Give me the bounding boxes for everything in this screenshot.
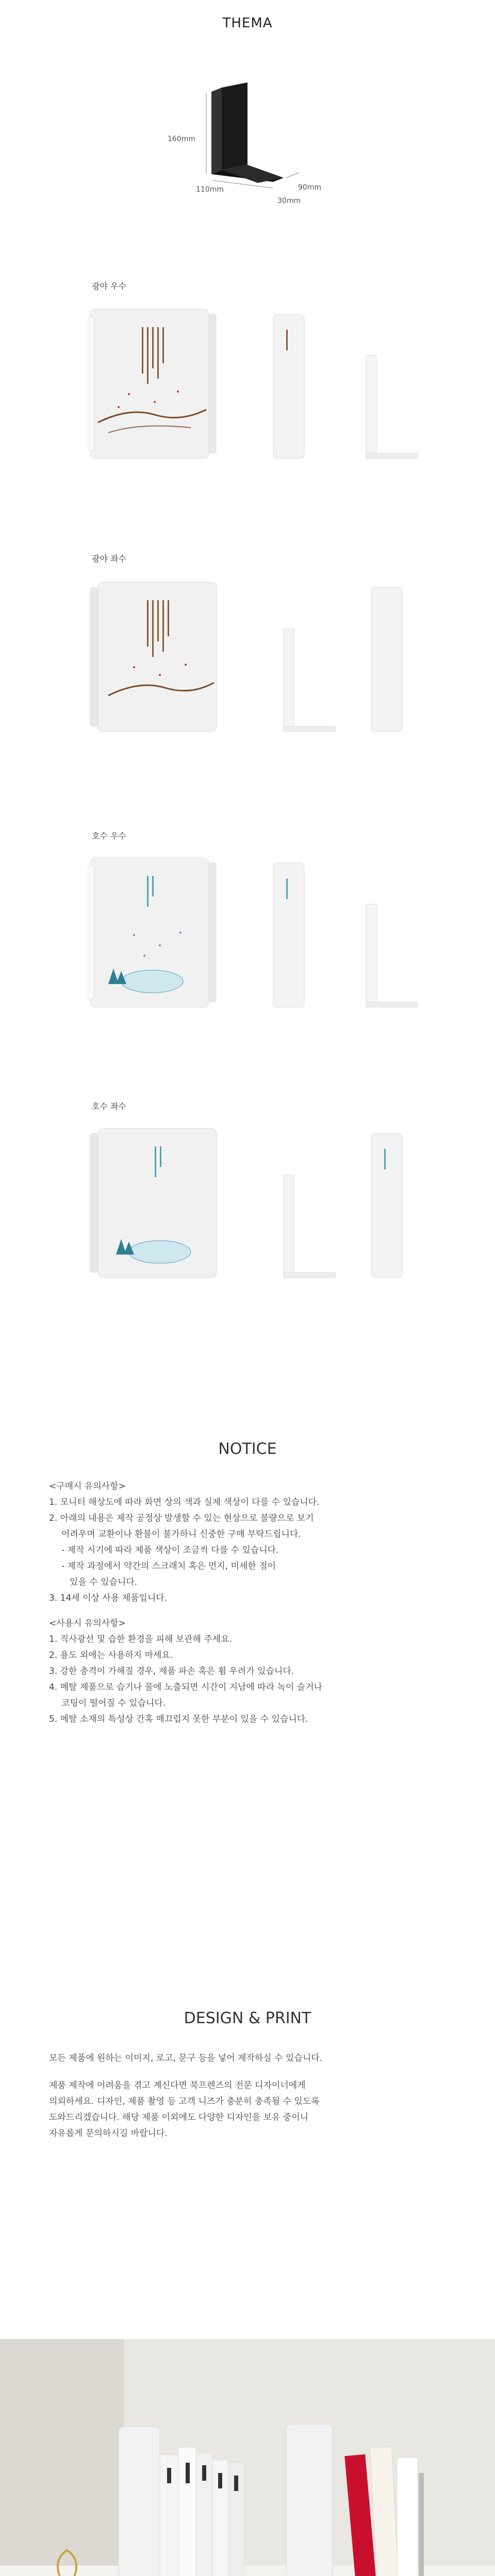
notice-text <box>49 1479 451 1727</box>
notice-line: 2. 아래의 내용은 제작 공정상 발생할 수 있는 현상으로 불량으로 보기 <box>49 1513 314 1523</box>
design-title: DESIGN & PRINT <box>184 2009 311 2027</box>
notice-line: <구매시 유의사항> <box>49 1481 126 1492</box>
notice-line: 3. 강한 충격이 가해질 경우, 제품 파손 혹은 휨 우려가 있습니다. <box>49 1666 294 1676</box>
notice-line: 5. 메탈 소재의 특성상 간혹 매끄럽지 못한 부분이 있을 수 있습니다. <box>49 1714 308 1724</box>
dim-height: 160mm <box>168 135 195 143</box>
variant-label-4: 호수 좌수 <box>92 1101 126 1111</box>
notice-title: NOTICE <box>218 1440 277 1458</box>
variant-1-front-image <box>88 304 222 464</box>
variant-label-1: 광야 우수 <box>92 281 126 291</box>
notice-line: 2. 용도 외에는 사용하지 마세요. <box>49 1650 173 1660</box>
notice-line: 3. 14세 이상 사용 제품입니다. <box>49 1593 168 1603</box>
notice-line: - 제작 과정에서 약간의 스크래치 혹은 먼지, 미세한 점이 <box>61 1561 276 1571</box>
variant-2-side-image <box>268 582 423 737</box>
notice-line: 1. 모니터 해상도에 따라 화면 상의 색과 실제 색상이 다를 수 있습니다. <box>49 1497 320 1507</box>
variant-label-3: 호수 우수 <box>92 831 126 841</box>
bookend-dimension-diagram <box>186 77 320 196</box>
design-line: 자유롭게 문의하시길 바랍니다. <box>49 2128 168 2139</box>
variant-2-front-image <box>88 577 222 737</box>
design-line: 모든 제품에 원하는 이미지, 로고, 문구 등을 넣어 제작하실 수 있습니다. <box>49 2053 323 2063</box>
variant-4-side-image <box>268 1128 423 1283</box>
design-line: 의뢰하세요. 디자인, 제품 촬영 등 고객 니즈가 충분히 충족될 수 있도록 <box>49 2096 320 2107</box>
notice-line: 1. 직사광선 및 습한 환경을 피해 보관해 주세요. <box>49 1634 233 1645</box>
notice-line: 있을 수 있습니다. <box>70 1577 138 1587</box>
dim-width: 110mm <box>196 185 224 194</box>
variant-label-2: 광야 좌수 <box>92 554 126 564</box>
notice-line: 어려우며 교환이나 환불이 불가하니 신중한 구매 부탁드립니다. <box>61 1529 301 1539</box>
thema-title: THEMA <box>222 15 273 31</box>
variant-1-side-image <box>268 309 423 464</box>
variant-3-front-image <box>88 853 222 1012</box>
variant-4-front-image <box>88 1123 222 1283</box>
dim-base: 30mm <box>277 197 301 205</box>
notice-line: <사용시 유의사항> <box>49 1618 126 1629</box>
dim-depth: 90mm <box>298 183 322 192</box>
notice-line: 코팅이 떨어질 수 있습니다. <box>61 1698 166 1708</box>
notice-line: 4. 메탈 제품으로 습기나 물에 노출되면 시간이 지남에 따라 녹이 슬거나 <box>49 1682 323 1692</box>
design-line: 도와드리겠습니다. 해당 제품 이외에도 다양한 디자인을 보유 중이니 <box>49 2112 309 2123</box>
variant-3-side-image <box>268 858 423 1012</box>
notice-line: - 제작 시기에 따라 제품 색상이 조금씩 다를 수 있습니다. <box>61 1545 279 1555</box>
design-text <box>49 2050 451 2142</box>
lifestyle-photo <box>0 2339 495 2576</box>
design-line: 제품 제작에 어려움을 겪고 계신다면 북프렌즈의 전문 디자이너에게 <box>49 2080 306 2091</box>
